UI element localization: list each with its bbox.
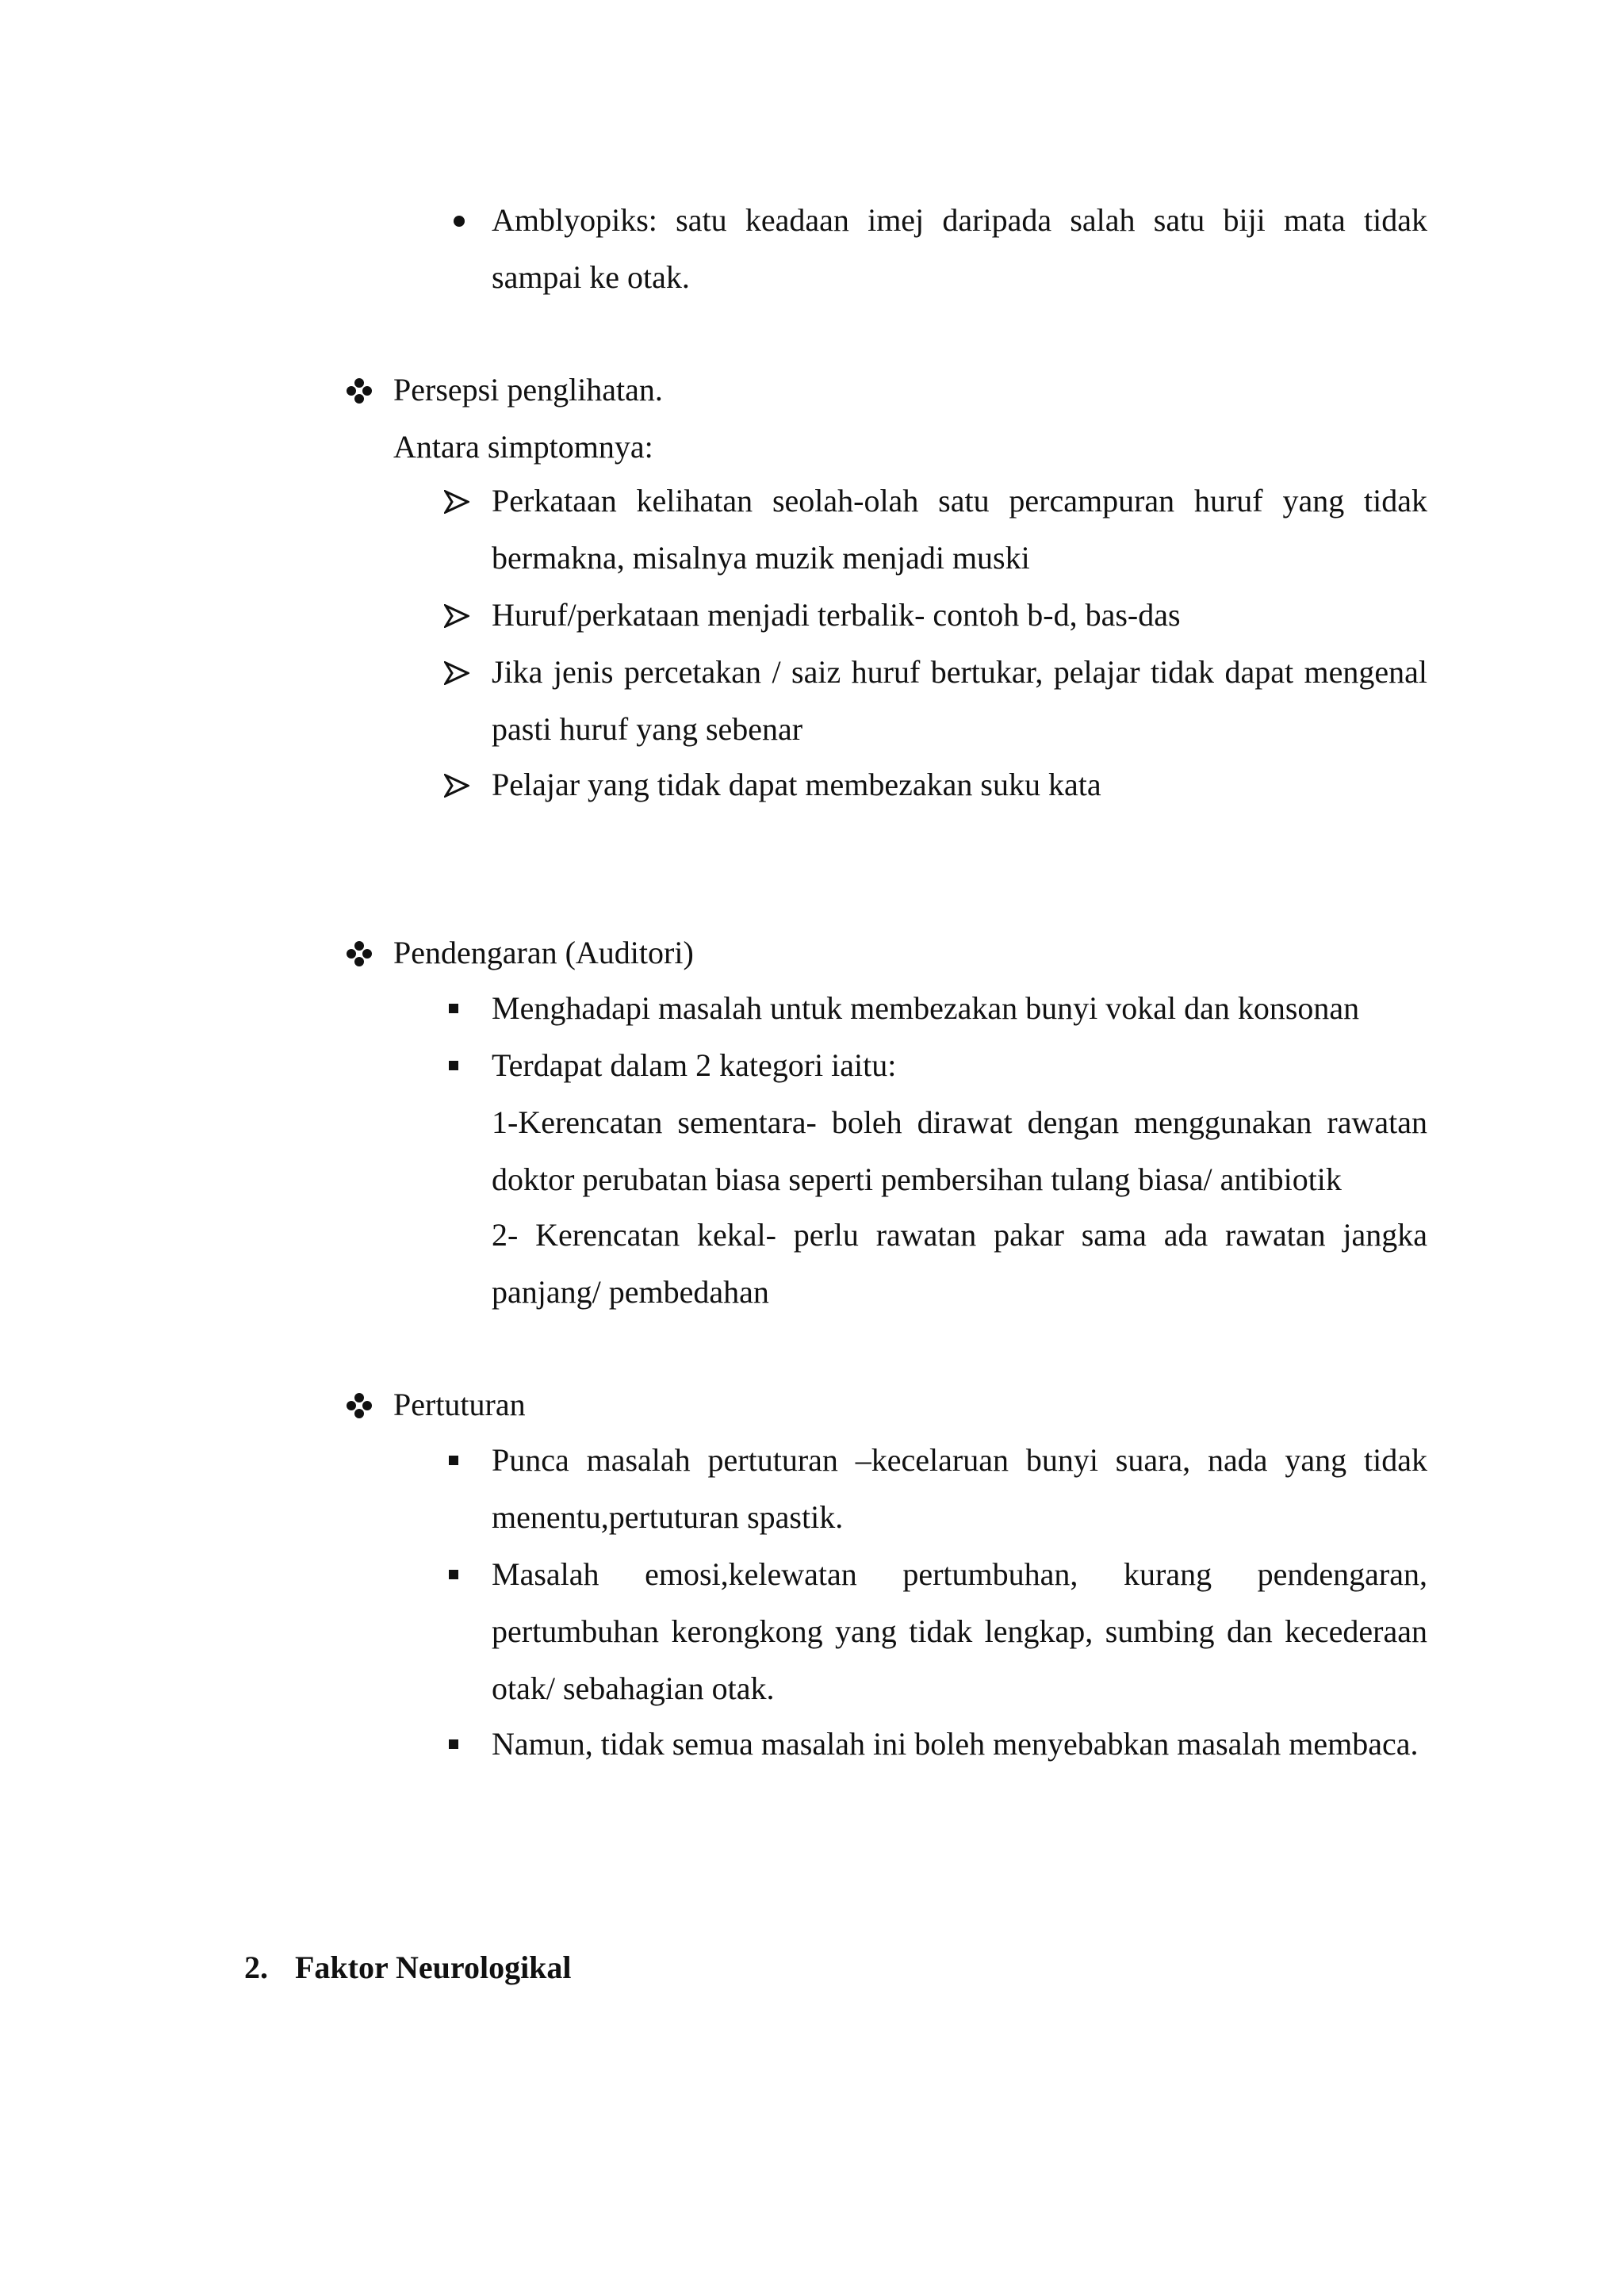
square-bullet-icon <box>449 1570 458 1579</box>
pendengaran-heading: Pendengaran (Auditori) <box>393 935 694 970</box>
pertuturan-item: Masalah emosi,kelewatan pertumbuhan, kurang pendengaran, pertumbuhan kerongkong yang tidak lengkap, sumbing dan kecederaan otak/ sebahagian otak. <box>492 1556 1427 1706</box>
pendengaran-sub-1: 1-Kerencatan sementara- boleh dirawat dengan menggunakan rawatan doktor perubatan biasa seperti pembersihan tulang biasa/ antibiotik <box>492 1104 1427 1197</box>
square-bullet-icon <box>449 1739 458 1749</box>
diamond-bullet-icon <box>346 940 373 967</box>
persepsi-intro: Antara simptomnya: <box>393 429 653 465</box>
pendengaran-item: Terdapat dalam 2 kategori iaitu: <box>492 1047 897 1083</box>
persepsi-item: Pelajar yang tidak dapat membezakan suku kata <box>492 767 1101 802</box>
persepsi-item: Jika jenis percetakan / saiz huruf bertukar, pelajar tidak dapat mengenal pasti huruf yang sebenar <box>492 654 1427 747</box>
square-bullet-icon <box>449 1456 458 1465</box>
round-bullet-icon <box>454 216 465 227</box>
diamond-bullet-icon <box>346 377 373 404</box>
square-bullet-icon <box>449 1004 458 1013</box>
persepsi-item: Huruf/perkataan menjadi terbalik- contoh b-d, bas-das <box>492 597 1181 633</box>
section-number: 2. <box>244 1950 268 1985</box>
diamond-bullet-icon <box>346 1392 373 1419</box>
pertuturan-heading: Pertuturan <box>393 1387 526 1422</box>
persepsi-item: Perkataan kelihatan seolah-olah satu percampuran huruf yang tidak bermakna, misalnya muzik menjadi muski <box>492 483 1427 576</box>
arrow-bullet-icon <box>444 661 469 685</box>
pertuturan-item: Namun, tidak semua masalah ini boleh menyebabkan masalah membaca. <box>492 1726 1419 1762</box>
arrow-bullet-icon <box>444 490 469 514</box>
arrow-bullet-icon <box>444 774 469 798</box>
pendengaran-item: Menghadapi masalah untuk membezakan bunyi vokal dan konsonan <box>492 990 1360 1026</box>
persepsi-heading: Persepsi penglihatan. <box>393 372 663 408</box>
section-title: Faktor Neurologikal <box>295 1950 572 1985</box>
square-bullet-icon <box>449 1061 458 1070</box>
arrow-bullet-icon <box>444 604 469 628</box>
pertuturan-item: Punca masalah pertuturan –kecelaruan bunyi suara, nada yang tidak menentu,pertuturan spastik. <box>492 1442 1427 1535</box>
amblyopiks-text: Amblyopiks: satu keadaan imej daripada salah satu biji mata tidak sampai ke otak. <box>492 202 1427 295</box>
pendengaran-sub-2: 2- Kerencatan kekal- perlu rawatan pakar sama ada rawatan jangka panjang/ pembedahan <box>492 1217 1427 1310</box>
